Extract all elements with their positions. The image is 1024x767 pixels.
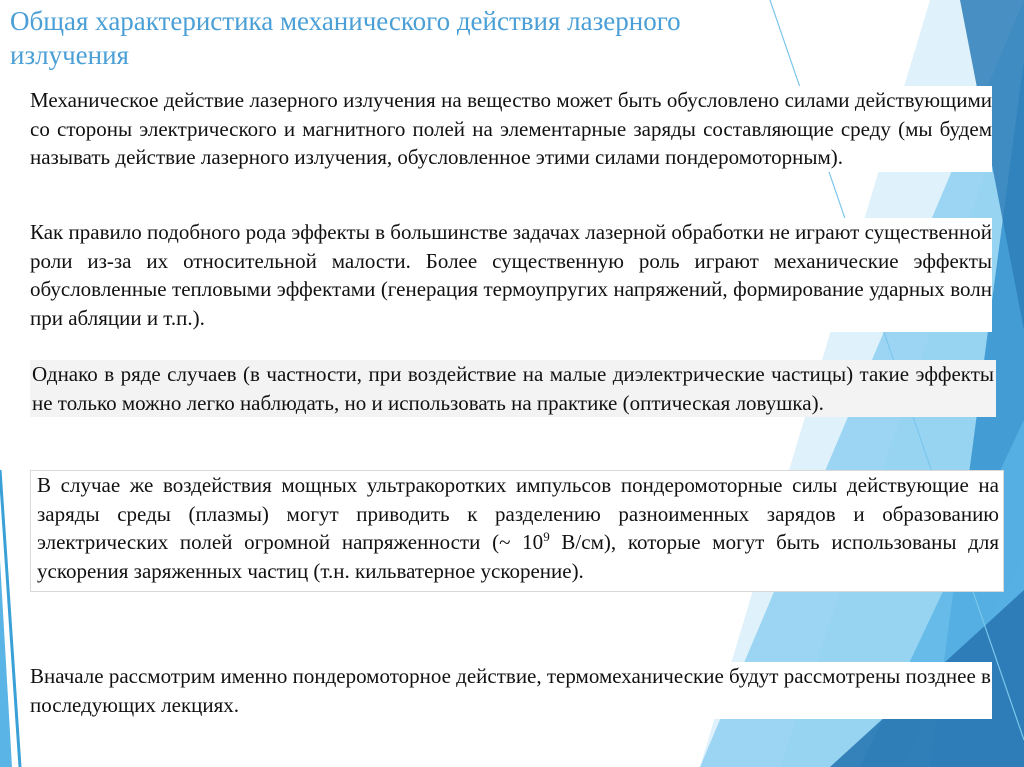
paragraph-text: Вначале рассмотрим именно пондеромоторное действие, термомеханические будут рассмотрены позднее в последующих лекциях. (30, 664, 991, 717)
paragraph-ultrashort-pulses (30, 470, 1004, 592)
paragraph-ponderomotive-definition (30, 86, 992, 172)
paragraph-text-part: В случае же воздействия мощных ультракоротких импульсов пондеромоторные силы действующие на заряды среды (плазмы) могут приводить к разделению разноименных зарядов и образованию электрических полей огромной напряженности (~ 10 (37, 473, 999, 554)
paragraph-mechanical-effects (30, 218, 992, 332)
paragraph-text: Однако в ряде случаев (в частности, при воздействие на малые диэлектрические частицы) такие эффекты не только можно легко наблюдать, но и использовать на практике (оптическая ловушка). (32, 362, 994, 415)
paragraph-plan (30, 662, 992, 719)
slide-title: Общая характеристика механического действия лазерного излучения (10, 6, 681, 70)
paragraph-text (37, 471, 999, 585)
paragraph-optical-trap (30, 360, 996, 417)
paragraph-text: Механическое действие лазерного излучения на вещество может быть обусловлено силами действующими со стороны электрического и магнитного полей на элементарные заряды составляющие среду (мы будем называть действие лазерного излучения, обусловленное этими силами пондеромоторным). (30, 88, 992, 169)
paragraph-text-part: В/см), которые могут быть использованы для ускорения заряженных частиц (т.н. кильватерное ускорение). (37, 530, 999, 583)
paragraph-text: Как правило подобного рода эффекты в большинстве задачах лазерной обработки не играют существенной роли из-за их относительной малости. Более существенную роль играют механические эффекты обусловленные тепловыми эффектами (генерация термоупругих напряжений, формирование ударных волн при абляции и т.п.). (30, 220, 992, 330)
exponent: 9 (543, 529, 550, 544)
